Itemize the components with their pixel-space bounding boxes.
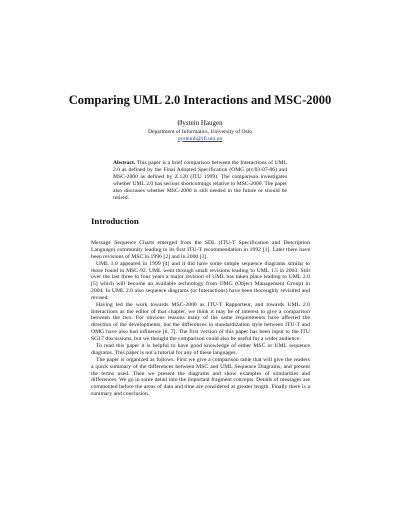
paragraph: Having led the work towards MSC-2000 as ITU-T Rapporteur, and towards UML 2.0 Interactions as the editor of that chapter, we think it may be of interest to give a comparison between the two. For obvious reasons many of the same requirements have affected the direction of the developments, but the differences in standardization style between ITU-T and OMG have also had influence [6, 7]. The first version of this paper has been input to the ITU SG17 discussions, but we thought the comparison could also be useful for a wider audience.	[91, 301, 310, 342]
introduction-body	[91, 240, 310, 398]
author-email-link[interactable]: oysteinh@ifi.uio.no	[177, 135, 223, 142]
author-name: Øystein Haugen	[177, 119, 223, 127]
paragraph: UML 1.0 appeared in 1999 [4] and it did have some simple sequence diagrams similar to those found in MSC-92. UML went through small revisions leading to UML 1.5 in 2003. Still over the last three to four years a major revision of UML has taken place leading to UML 2.0 [5] which will become an available technology from OMG (Object Management Group) in 2004. In UML 2.0 also sequence diagrams (or Interactions) have been thoroughly revisited and revised.	[91, 260, 310, 301]
section-heading-introduction: Introduction	[91, 216, 139, 226]
paragraph: To read this paper it is helpful to have good knowledge of either MSC or UML sequence diagrams. This paper is not a tutorial for any of these languages.	[91, 343, 310, 356]
abstract-text: This paper is a brief comparison between the Interactions of UML 2.0 as defined by the Final Adopted Specification (OMG ptc/03-07-06) and MSC-2000 as defined by Z.120 (ITU 1999). The comparison investigates whether UML 2.0 has serious shortcomings relative to MSC-2000. The paper also discusses whether MSC-2000 is still needed in the future or should be retired.	[113, 160, 287, 201]
author-affiliation	[0, 129, 400, 142]
abstract-label: Abstract.	[113, 160, 136, 166]
abstract	[113, 160, 287, 201]
paragraph: The paper is organized as follows. First we give a comparison table that will give the readers a quick summary of the differences between MSC and UML Sequence Diagrams, and present the terms used. Then we present the diagrams and show examples of similarities and differences. We go in some detail into the important fragment concepts. Details of messages are commented before the areas of data and time are considered at greater length. Finally there is a summary and conclusion.	[91, 357, 310, 397]
paragraph: Message Sequence Charts emerged from the SDL (ITU-T Specification and Description Language) community leading to its first ITU-T recommendation in 1992 [1]. Later there have been revisions of MSC in 1996 [2] and in 2000 [3].	[91, 240, 310, 260]
affiliation-text: Department of Informatics, University of Oslo	[147, 129, 253, 135]
paper-title: Comparing UML 2.0 Interactions and MSC-2000	[68, 93, 332, 107]
